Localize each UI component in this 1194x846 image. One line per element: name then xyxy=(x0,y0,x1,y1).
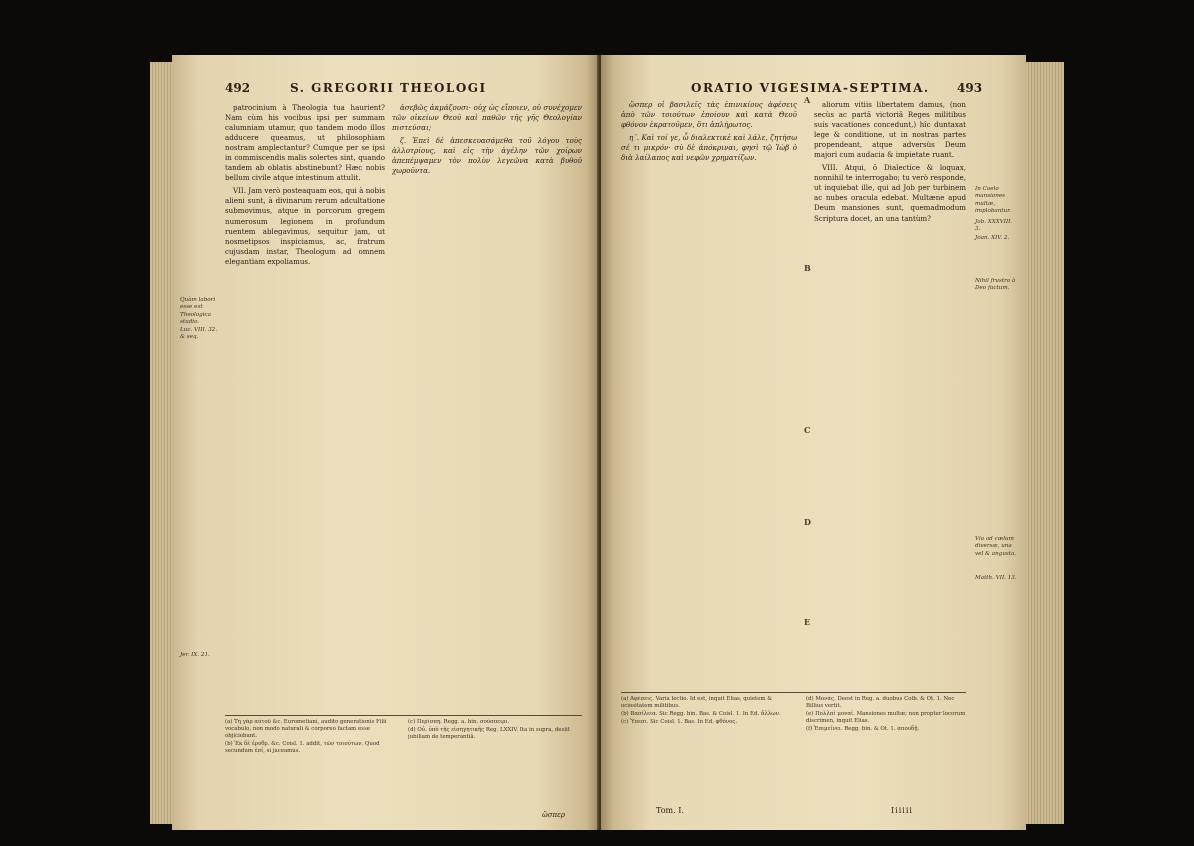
latin-column-right xyxy=(814,100,966,675)
footnote: (d) Οὐ. ὑπὸ τῆς εἰσηγητικῆς Reg. LXXIV. Ita in supra, desiit jubiliam de temperantiâ. xyxy=(408,727,570,741)
footnote: (c) Περίσπη. Regg. a. bin. σούσπειρι. xyxy=(408,719,510,725)
page-number-right: 493 xyxy=(957,81,983,95)
margin-note: Job. XXXVIII. 3. xyxy=(975,219,1013,233)
greek-paragraph: ἀσεβῶς ἀκμάζουσι· οὐχ ὡς εἴποιεν, οὐ συνέχομεν τῶν οἰκείων Θεοῦ καὶ παθῶν τῆς γῆς Θεολογίαν πιστεύσαι; xyxy=(392,103,582,133)
footnote: (e) Πολλαὶ μοναί. Mansiones multæ; non propter locorum discrimen, inquit Elias. xyxy=(806,711,966,725)
latin-paragraph: patrocinium à Theologia tua haurient? Nam cùm his vocibus ipsi per summam calumniam utamur, quo tandem modo illos adducere queamus, ut philosophiam nostram amplectantur? Cumque per se ipsi in commiscendis malis solertes sint, quando tandem ab oblatis abstinebunt? Hæc nobis bellum civile atque intestinum attulit. xyxy=(225,103,385,183)
left-page xyxy=(172,55,599,830)
signature-mark: Iiiiii xyxy=(891,806,913,815)
margin-note: Joan. XIV. 2. xyxy=(975,235,1010,241)
footnotes-left-a xyxy=(225,719,397,809)
margin-note: Via ad cœlum diversæ, una vel & angusta. xyxy=(975,536,1017,557)
greek-paragraph: ὥσπερ οἱ βασιλεῖς τὰς ἐπινικίους ἀφέσεις ἀπὸ τῶν τοιούτων ἐποίουν καὶ κατὰ Θεοῦ φθόνον ἐκρατοῦμεν, ὅτι ἀπλήρωτος. xyxy=(621,100,797,130)
footnote: (d) Μονάς. Deest in Reg. a. duobus Colb. & Ot. 1. Nec Billius vertit. xyxy=(806,696,955,710)
page-number-left: 492 xyxy=(225,81,251,95)
footnotes-right-b xyxy=(806,696,966,796)
greek-column-right xyxy=(621,100,797,675)
footnote: (a) Τὴ γὰρ αὐτοῦ &c. Eurometiani, audito generationis Filii vocabulo, non modo naturali & corporeo factam esse objiciebant. xyxy=(225,719,387,740)
section-letter: D xyxy=(804,517,811,527)
margin-note: Quàm labori esse est Theologica studio. xyxy=(180,297,216,326)
right-page xyxy=(601,55,1026,830)
margin-note: Matth. VII. 13. xyxy=(975,575,1017,581)
greek-paragraph: η΄. Καὶ τοί γε, ὦ διαλεκτικὲ καὶ λάλε, ζητήσω σέ τι μικρόν· σὺ δὲ ἀπόκριναι, φησὶ τῷ Ἰὼβ ὁ διὰ λαίλαπος καὶ νεφῶν χρηματίζων. xyxy=(621,133,797,163)
footnote-rule xyxy=(621,692,966,693)
footnote: (b) Ἐκ δὲ ἐρυθρ. &c. Coisl. 1. addit, τῶν τοιούτων. Quod secundum ἐπί, si jaceamus. xyxy=(225,741,380,755)
catchword: ὥσπερ xyxy=(542,811,565,819)
section-letter: E xyxy=(804,617,811,627)
right-page-edges xyxy=(1026,62,1064,824)
footnote: (a) Ἀφέσεις. Varia lectio. Id est, inquit Elias, quietem & ociositatem militibus. xyxy=(621,696,773,710)
left-page-edges xyxy=(150,62,172,824)
footnote-rule xyxy=(225,715,582,716)
latin-column-left xyxy=(225,103,385,623)
greek-column-left xyxy=(392,103,582,633)
footnotes-right-a xyxy=(621,696,797,796)
latin-paragraph: VIII. Atqui, ô Dialectice & loquax, nonnihil te interrogabo; tu verò responde, ut inquiebat ille, qui ad Job per turbinem ac nubes oracula edebat. Multæne apud Deum mansiones sunt, quemadmodum Scriptura docet, an una tantùm? xyxy=(814,163,966,223)
margin-note: Jer. IX. 21. xyxy=(180,652,210,658)
margin-note: In Coelo mansiones multæ, implobantur. xyxy=(975,186,1012,215)
greek-paragraph: ζ. Ἐπεὶ δὲ ἀπεσκευασάμεθα τοῦ λόγου τοὺς ἀλλοτρίους, καὶ εἰς τὴν ἀγέλην τῶν χοίρων ἀπεπέμψαμεν τὸν πολὺν λεγεῶνα κατὰ βυθοῦ χωροῦντα. xyxy=(392,136,582,176)
latin-paragraph: VII. Jam verò posteaquam eos, qui à nobis alieni sunt, à divinarum rerum adcultatione submovimus, atque in porcorum gregem numerosum legionem in profundum ruentem ablegavimus, sequitur jam, ut nosmetipsos inspiciamus, ac, fratrum cujusdam instar, Theologum ad omnem elegantiam expoliamus. xyxy=(225,186,385,266)
running-head-right: ORATIO VIGESIMA-SEPTIMA. xyxy=(691,81,930,95)
footnote: (c) Ὑπεσι. Sic Coisl. 1. Bas. In Ed. φθόνος. xyxy=(621,719,738,726)
footnote: (f) Ἐπιμείνει. Regg. bin. & Ot. 1. σπουδῇ. xyxy=(806,726,920,733)
volume-signature: Tom. I. xyxy=(656,806,684,815)
section-letter: B xyxy=(804,263,811,273)
running-head-left: S. GREGORII THEOLOGI xyxy=(290,81,487,95)
section-letter: A xyxy=(804,95,811,105)
footnote: (b) Βασίλεια. Sic Regg. bin. Bas. & Coisl. 1. In Ed. ἄλλων. xyxy=(621,711,781,718)
latin-paragraph: aliorum vitiis libertatem damus, (non secùs ac partâ victoriâ Reges militibus suis vacationes concedunt,) hîc duntaxat lege & conditione, ut in nostras partes propendeant, atque adversùs Deum majori cum audacia & impietate ruant. xyxy=(814,100,966,160)
footnotes-left-b xyxy=(408,719,582,809)
margin-note: Luc. VIII. 32. & seq. xyxy=(180,327,218,341)
margin-note: Nihil frustra à Deo factum. xyxy=(975,278,1016,292)
section-letter: C xyxy=(804,425,811,435)
